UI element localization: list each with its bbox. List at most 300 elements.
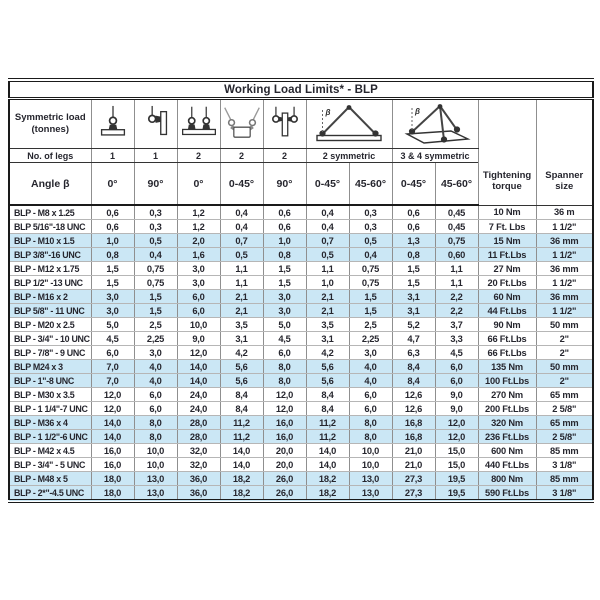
torque-value: 11 Ft.Lbs <box>478 248 536 262</box>
wll-value: 18,2 <box>220 472 263 486</box>
wll-value: 26,0 <box>263 486 306 502</box>
wll-value: 12,6 <box>392 402 435 416</box>
spanner-value: 2" <box>536 374 593 388</box>
wll-value: 7,0 <box>91 374 134 388</box>
working-load-limits-table <box>8 78 594 503</box>
table-row <box>9 304 593 318</box>
legs-count: 2 <box>263 149 306 163</box>
wll-value: 0,5 <box>134 234 177 248</box>
wll-value: 32,0 <box>177 458 220 472</box>
wll-value: 0,75 <box>435 234 478 248</box>
row-label: BLP - 3/4" - 5 UNC <box>9 458 91 472</box>
wll-value: 4,0 <box>349 374 392 388</box>
wll-value: 2,5 <box>134 318 177 332</box>
wll-value: 6,0 <box>349 402 392 416</box>
wll-value: 6,3 <box>392 346 435 360</box>
wll-value: 11,2 <box>220 416 263 430</box>
torque-value: 135 Nm <box>478 360 536 374</box>
angle-row-label: Angle β <box>9 163 91 206</box>
wll-value: 14,0 <box>306 444 349 458</box>
wll-value: 1,1 <box>220 262 263 276</box>
svg-text:β: β <box>415 107 420 116</box>
spanner-value: 85 mm <box>536 472 593 486</box>
wll-value: 8,4 <box>306 388 349 402</box>
wll-value: 0,60 <box>435 248 478 262</box>
tightening-torque-header: Tightening torque <box>478 99 536 206</box>
row-label: BLP - 1"-8 UNC <box>9 374 91 388</box>
wll-value: 0,6 <box>263 205 306 220</box>
angle-value: 0-45° <box>392 163 435 206</box>
wll-value: 12,0 <box>91 402 134 416</box>
wll-value: 0,6 <box>91 220 134 234</box>
table-row <box>9 402 593 416</box>
row-label: BLP M24 x 3 <box>9 360 91 374</box>
spanner-value: 65 mm <box>536 388 593 402</box>
wll-value: 1,0 <box>263 234 306 248</box>
wll-value: 2,1 <box>306 304 349 318</box>
wll-value: 12,0 <box>91 388 134 402</box>
wll-value: 21,0 <box>392 458 435 472</box>
wll-value: 0,8 <box>91 248 134 262</box>
sling-config-icon-row <box>9 99 593 149</box>
wll-value: 3,7 <box>435 318 478 332</box>
spanner-value: 36 mm <box>536 234 593 248</box>
wll-value: 6,0 <box>91 346 134 360</box>
table-row <box>9 205 593 220</box>
row-label: BLP - M42 x 4.5 <box>9 444 91 458</box>
row-label: BLP - M48 x 5 <box>9 472 91 486</box>
wll-value: 3,1 <box>220 332 263 346</box>
wll-value: 8,4 <box>392 374 435 388</box>
sling-2-leg-90deg-icon <box>263 99 306 149</box>
row-label: BLP - M12 x 1.75 <box>9 262 91 276</box>
spanner-value: 3 1/8" <box>536 486 593 502</box>
torque-value: 90 Nm <box>478 318 536 332</box>
wll-value: 0,5 <box>306 248 349 262</box>
wll-value: 0,3 <box>134 220 177 234</box>
wll-value: 8,4 <box>220 402 263 416</box>
table-title-row <box>9 80 593 99</box>
wll-value: 2,2 <box>435 304 478 318</box>
wll-value: 4,0 <box>349 360 392 374</box>
angle-value: 0° <box>177 163 220 206</box>
legs-count: 1 <box>91 149 134 163</box>
wll-value: 6,0 <box>134 402 177 416</box>
table-row <box>9 444 593 458</box>
table-row <box>9 346 593 360</box>
row-label: BLP - 7/8" - 9 UNC <box>9 346 91 360</box>
wll-value: 3,0 <box>349 346 392 360</box>
angle-value: 90° <box>263 163 306 206</box>
wll-value: 0,45 <box>435 205 478 220</box>
wll-value: 0,6 <box>91 205 134 220</box>
wll-value: 8,0 <box>263 360 306 374</box>
wll-value: 13,0 <box>349 486 392 502</box>
wll-value: 8,4 <box>306 402 349 416</box>
torque-value: 800 Nm <box>478 472 536 486</box>
spanner-value: 1 1/2" <box>536 220 593 234</box>
torque-value: 66 Ft.Lbs <box>478 346 536 360</box>
table-row <box>9 290 593 304</box>
torque-value: 236 Ft.Lbs <box>478 430 536 444</box>
wll-value: 27,3 <box>392 472 435 486</box>
table-row <box>9 318 593 332</box>
torque-value: 20 Ft.Lbs <box>478 276 536 290</box>
wll-value: 0,4 <box>306 220 349 234</box>
wll-value: 1,1 <box>435 276 478 290</box>
wll-value: 6,0 <box>134 388 177 402</box>
wll-value: 0,4 <box>306 205 349 220</box>
wll-value: 14,0 <box>220 458 263 472</box>
spanner-value: 50 mm <box>536 318 593 332</box>
angle-value: 0° <box>91 163 134 206</box>
wll-value: 12,6 <box>392 388 435 402</box>
wll-value: 4,5 <box>435 346 478 360</box>
wll-value: 14,0 <box>220 444 263 458</box>
wll-value: 27,3 <box>392 486 435 502</box>
row-label: BLP 3/8"-16 UNC <box>9 248 91 262</box>
wll-value: 0,4 <box>349 248 392 262</box>
legs-count: 1 <box>134 149 177 163</box>
wll-value: 4,0 <box>134 360 177 374</box>
wll-value: 0,75 <box>134 262 177 276</box>
wll-value: 12,0 <box>177 346 220 360</box>
wll-value: 0,75 <box>349 262 392 276</box>
wll-value: 16,0 <box>263 416 306 430</box>
spanner-value: 2" <box>536 332 593 346</box>
legs-count: 2 <box>177 149 220 163</box>
wll-value: 20,0 <box>263 458 306 472</box>
sling-3-4-leg-symmetric-icon <box>392 99 478 149</box>
wll-value: 4,5 <box>263 332 306 346</box>
row-label: BLP - 1 1/4"-7 UNC <box>9 402 91 416</box>
wll-value: 1,5 <box>263 262 306 276</box>
wll-value: 1,5 <box>349 304 392 318</box>
torque-value: 440 Ft.Lbs <box>478 458 536 472</box>
wll-value: 14,0 <box>306 458 349 472</box>
wll-value: 18,2 <box>306 472 349 486</box>
spanner-value: 3 1/8" <box>536 458 593 472</box>
wll-value: 0,4 <box>220 205 263 220</box>
row-label: BLP - M10 x 1.5 <box>9 234 91 248</box>
wll-value: 11,2 <box>306 430 349 444</box>
wll-value: 3,0 <box>134 346 177 360</box>
svg-text:β: β <box>325 108 331 117</box>
wll-value: 14,0 <box>91 430 134 444</box>
wll-value: 0,3 <box>134 205 177 220</box>
wll-value: 16,0 <box>263 430 306 444</box>
wll-value: 4,7 <box>392 332 435 346</box>
wll-value: 2,25 <box>349 332 392 346</box>
wll-value: 3,0 <box>263 290 306 304</box>
wll-value: 12,0 <box>263 402 306 416</box>
spanner-value: 36 m <box>536 205 593 220</box>
angle-value: 45-60° <box>349 163 392 206</box>
wll-value: 14,0 <box>91 416 134 430</box>
wll-value: 0,3 <box>349 205 392 220</box>
wll-value: 10,0 <box>134 458 177 472</box>
wll-value: 3,1 <box>306 332 349 346</box>
wll-value: 4,2 <box>220 346 263 360</box>
wll-value: 3,0 <box>177 276 220 290</box>
wll-value: 5,0 <box>263 318 306 332</box>
wll-value: 0,3 <box>349 220 392 234</box>
spanner-value: 2" <box>536 346 593 360</box>
wll-value: 12,0 <box>435 430 478 444</box>
wll-value: 0,6 <box>263 220 306 234</box>
wll-value: 0,7 <box>306 234 349 248</box>
row-label: BLP 1/2" -13 UNC <box>9 276 91 290</box>
wll-value: 3,5 <box>220 318 263 332</box>
wll-value: 0,7 <box>220 234 263 248</box>
wll-value: 5,6 <box>220 360 263 374</box>
row-label: BLP 5/16"-18 UNC <box>9 220 91 234</box>
torque-value: 100 Ft.Lbs <box>478 374 536 388</box>
wll-value: 10,0 <box>134 444 177 458</box>
sling-2-leg-0deg-icon <box>177 99 220 149</box>
wll-value: 2,2 <box>435 290 478 304</box>
table-row <box>9 388 593 402</box>
wll-value: 11,2 <box>220 430 263 444</box>
table-row <box>9 332 593 346</box>
wll-value: 9,0 <box>177 332 220 346</box>
legs-group-2-symmetric: 2 symmetric <box>306 149 392 163</box>
wll-value: 24,0 <box>177 402 220 416</box>
wll-value: 19,5 <box>435 486 478 502</box>
wll-value: 0,4 <box>134 248 177 262</box>
table-row <box>9 374 593 388</box>
wll-value: 3,1 <box>392 290 435 304</box>
table-title: Working Load Limits* - BLP <box>9 80 593 99</box>
torque-value: 320 Nm <box>478 416 536 430</box>
spanner-value: 1 1/2" <box>536 276 593 290</box>
wll-value: 12,0 <box>263 388 306 402</box>
table-row <box>9 472 593 486</box>
sling-2-leg-symmetric-icon <box>306 99 392 149</box>
wll-value: 36,0 <box>177 472 220 486</box>
wll-value: 4,5 <box>91 332 134 346</box>
wll-value: 0,5 <box>220 248 263 262</box>
wll-value: 2,5 <box>349 318 392 332</box>
table-row <box>9 220 593 234</box>
wll-value: 3,0 <box>263 304 306 318</box>
wll-value: 16,8 <box>392 430 435 444</box>
row-label: BLP - M30 x 3.5 <box>9 388 91 402</box>
wll-value: 18,2 <box>220 486 263 502</box>
wll-value: 2,1 <box>220 290 263 304</box>
legs-group-3-4-symmetric: 3 & 4 symmetric <box>392 149 478 163</box>
wll-value: 4,2 <box>306 346 349 360</box>
row-label: BLP - M8 x 1.25 <box>9 205 91 220</box>
torque-value: 66 Ft.Lbs <box>478 332 536 346</box>
wll-value: 18,0 <box>91 472 134 486</box>
wll-value: 15,0 <box>435 444 478 458</box>
wll-value: 8,0 <box>349 430 392 444</box>
wll-value: 0,6 <box>392 220 435 234</box>
wll-value: 8,0 <box>134 430 177 444</box>
wll-value: 16,0 <box>91 444 134 458</box>
legs-count: 2 <box>220 149 263 163</box>
wll-value: 32,0 <box>177 444 220 458</box>
wll-value: 0,75 <box>349 276 392 290</box>
wll-value: 3,3 <box>435 332 478 346</box>
table-row <box>9 486 593 502</box>
wll-value: 3,5 <box>306 318 349 332</box>
wll-value: 20,0 <box>263 444 306 458</box>
torque-value: 10 Nm <box>478 205 536 220</box>
wll-value: 4,0 <box>134 374 177 388</box>
spanner-value: 85 mm <box>536 444 593 458</box>
wll-value: 1,1 <box>435 262 478 276</box>
wll-value: 28,0 <box>177 416 220 430</box>
table-row <box>9 234 593 248</box>
wll-value: 8,0 <box>263 374 306 388</box>
wll-value: 6,0 <box>177 304 220 318</box>
torque-value: 7 Ft. Lbs <box>478 220 536 234</box>
wll-value: 3,1 <box>392 304 435 318</box>
wll-value: 9,0 <box>435 402 478 416</box>
wll-value: 10,0 <box>177 318 220 332</box>
wll-value: 14,0 <box>177 374 220 388</box>
table-row <box>9 248 593 262</box>
angle-value: 45-60° <box>435 163 478 206</box>
wll-value: 13,0 <box>349 472 392 486</box>
torque-value: 27 Nm <box>478 262 536 276</box>
symmetric-load-header: Symmetric load (tonnes) <box>9 99 91 149</box>
sling-1-leg-90deg-icon <box>134 99 177 149</box>
row-label: BLP - M36 x 4 <box>9 416 91 430</box>
wll-value: 0,8 <box>263 248 306 262</box>
wll-value: 3,0 <box>177 262 220 276</box>
wll-value: 21,0 <box>392 444 435 458</box>
spanner-value: 65 mm <box>536 416 593 430</box>
wll-value: 8,4 <box>392 360 435 374</box>
wll-value: 1,1 <box>220 276 263 290</box>
table-row <box>9 416 593 430</box>
spanner-value: 1 1/2" <box>536 304 593 318</box>
spanner-value: 36 mm <box>536 290 593 304</box>
wll-value: 2,1 <box>306 290 349 304</box>
wll-value: 18,2 <box>306 486 349 502</box>
wll-value: 14,0 <box>177 360 220 374</box>
wll-value: 2,0 <box>177 234 220 248</box>
wll-value: 1,5 <box>263 276 306 290</box>
torque-value: 200 Ft.Lbs <box>478 402 536 416</box>
wll-value: 12,0 <box>435 416 478 430</box>
wll-value: 6,0 <box>435 360 478 374</box>
wll-value: 26,0 <box>263 472 306 486</box>
row-label: BLP - 3/4" - 10 UNC <box>9 332 91 346</box>
wll-value: 10,0 <box>349 458 392 472</box>
wll-value: 1,5 <box>91 276 134 290</box>
row-label: BLP - 1 1/2"-6 UNC <box>9 430 91 444</box>
legs-row-label: No. of legs <box>9 149 91 163</box>
wll-value: 5,0 <box>91 318 134 332</box>
wll-value: 8,0 <box>349 416 392 430</box>
spanner-value: 2 5/8" <box>536 430 593 444</box>
wll-value: 11,2 <box>306 416 349 430</box>
torque-value: 590 Ft.Lbs <box>478 486 536 502</box>
wll-value: 0,4 <box>220 220 263 234</box>
spanner-value: 1 1/2" <box>536 248 593 262</box>
wll-value: 5,6 <box>306 374 349 388</box>
wll-value: 1,5 <box>134 290 177 304</box>
wll-value: 1,5 <box>392 276 435 290</box>
wll-value: 15,0 <box>435 458 478 472</box>
angle-value: 90° <box>134 163 177 206</box>
wll-value: 1,0 <box>91 234 134 248</box>
wll-value: 2,25 <box>134 332 177 346</box>
spanner-value: 36 mm <box>536 262 593 276</box>
wll-value: 6,0 <box>435 374 478 388</box>
wll-value: 24,0 <box>177 388 220 402</box>
table-row <box>9 262 593 276</box>
wll-value: 1,1 <box>306 262 349 276</box>
torque-value: 44 Ft.Lbs <box>478 304 536 318</box>
table-row <box>9 458 593 472</box>
table-row <box>9 430 593 444</box>
wll-value: 2,1 <box>220 304 263 318</box>
wll-value: 1,0 <box>306 276 349 290</box>
wll-value: 0,5 <box>349 234 392 248</box>
wll-value: 1,5 <box>349 290 392 304</box>
wll-value: 10,0 <box>349 444 392 458</box>
wll-value: 1,2 <box>177 205 220 220</box>
spanner-size-header: Spanner size <box>536 99 593 206</box>
wll-value: 1,2 <box>177 220 220 234</box>
wll-value: 6,0 <box>263 346 306 360</box>
wll-value: 6,0 <box>349 388 392 402</box>
row-label: BLP - M16 x 2 <box>9 290 91 304</box>
wll-value: 36,0 <box>177 486 220 502</box>
row-label: BLP - 2*"-4.5 UNC <box>9 486 91 502</box>
wll-value: 0,75 <box>134 276 177 290</box>
wll-value: 5,2 <box>392 318 435 332</box>
wll-value: 7,0 <box>91 360 134 374</box>
torque-value: 60 Nm <box>478 290 536 304</box>
wll-value: 16,8 <box>392 416 435 430</box>
angle-value: 0-45° <box>306 163 349 206</box>
sling-2-leg-0-45deg-icon <box>220 99 263 149</box>
wll-value: 18,0 <box>91 486 134 502</box>
wll-value: 9,0 <box>435 388 478 402</box>
wll-value: 16,0 <box>91 458 134 472</box>
row-label: BLP 5/8" - 11 UNC <box>9 304 91 318</box>
torque-value: 270 Nm <box>478 388 536 402</box>
wll-value: 8,0 <box>134 416 177 430</box>
row-label: BLP - M20 x 2.5 <box>9 318 91 332</box>
angle-value: 0-45° <box>220 163 263 206</box>
wll-value: 0,6 <box>392 205 435 220</box>
wll-value: 3,0 <box>91 304 134 318</box>
wll-value: 1,5 <box>134 304 177 318</box>
wll-value: 8,4 <box>220 388 263 402</box>
wll-value: 1,5 <box>392 262 435 276</box>
wll-value: 5,6 <box>220 374 263 388</box>
wll-value: 1,5 <box>91 262 134 276</box>
wll-value: 0,45 <box>435 220 478 234</box>
sling-1-leg-0deg-icon <box>91 99 134 149</box>
wll-value: 1,6 <box>177 248 220 262</box>
torque-value: 600 Nm <box>478 444 536 458</box>
wll-value: 1,3 <box>392 234 435 248</box>
wll-value: 19,5 <box>435 472 478 486</box>
table-row <box>9 276 593 290</box>
wll-value: 3,0 <box>91 290 134 304</box>
wll-value: 6,0 <box>177 290 220 304</box>
wll-value: 28,0 <box>177 430 220 444</box>
wll-value: 0,8 <box>392 248 435 262</box>
